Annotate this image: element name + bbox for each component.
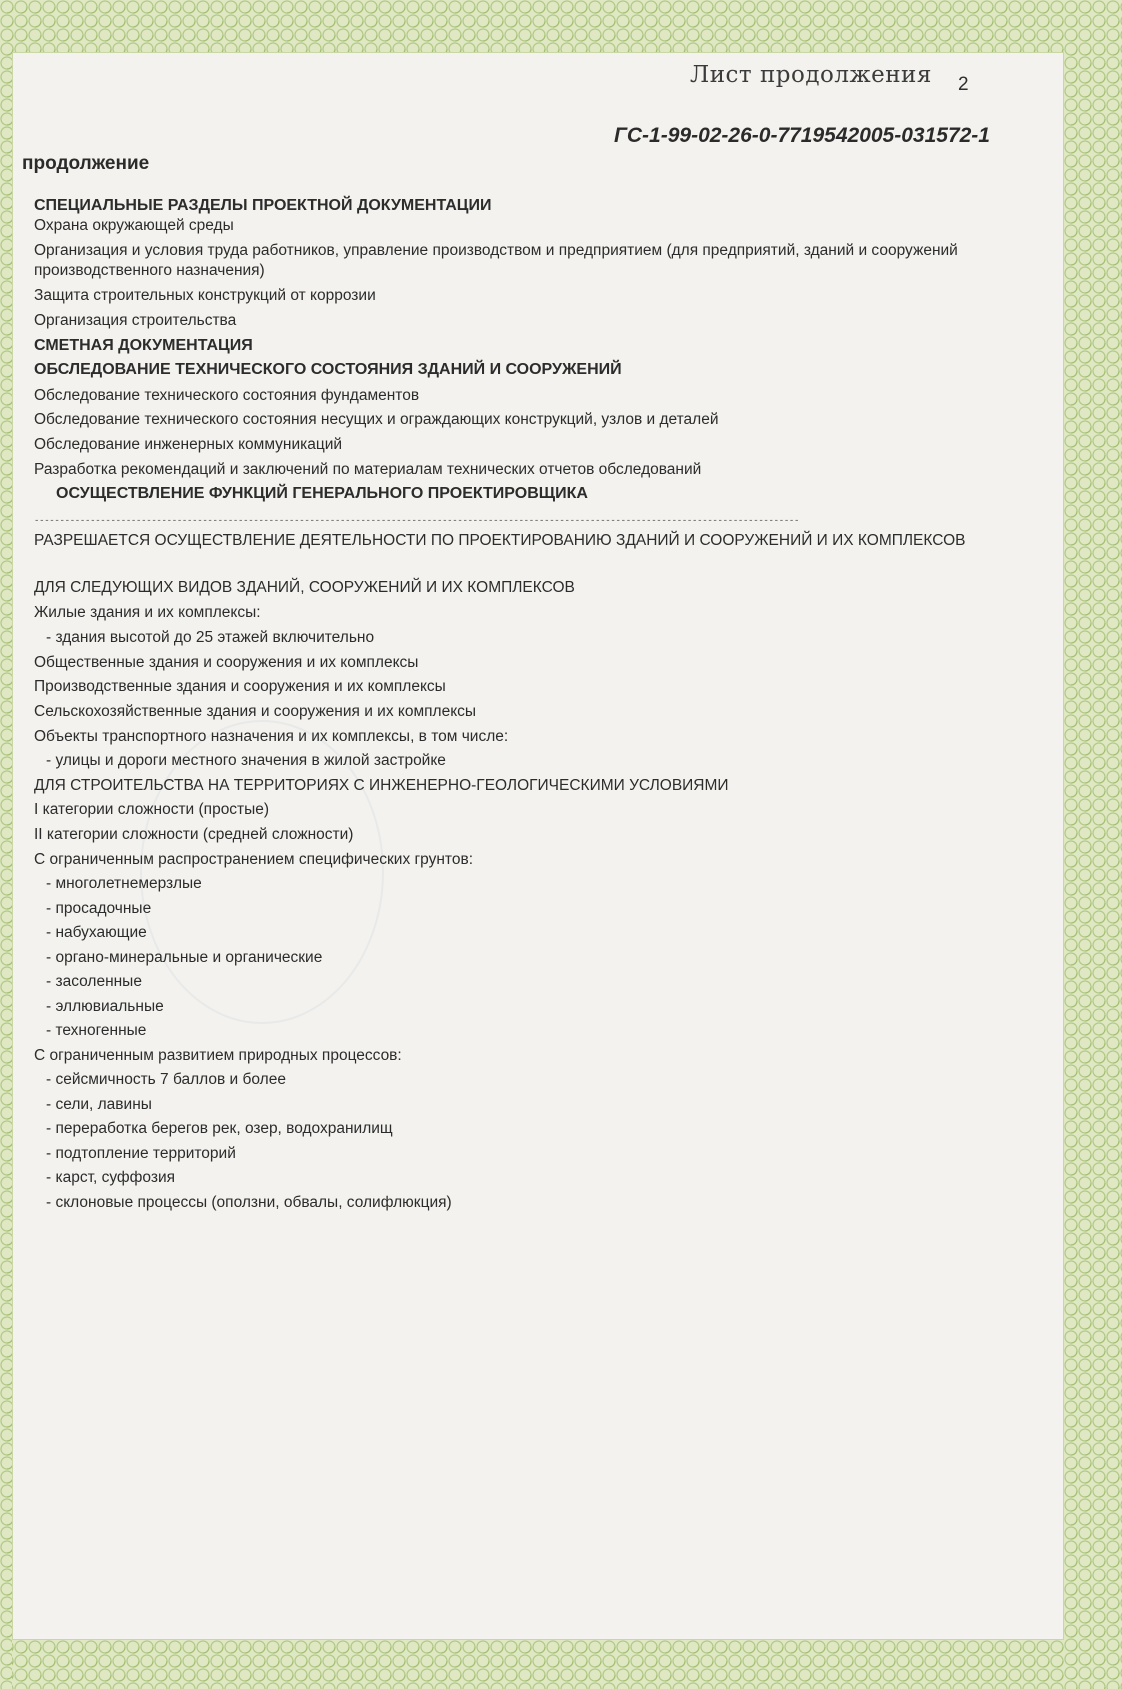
guilloche-border-top: [0, 0, 1122, 52]
guilloche-border-bottom: [0, 1640, 1122, 1689]
list-item: Обследование инженерных коммуникаций: [34, 436, 343, 453]
list-item: Жилые здания и их комплексы:: [34, 604, 261, 621]
list-item: - здания высотой до 25 этажей включительно: [46, 629, 375, 646]
section-heading: ОСУЩЕСТВЛЕНИЕ ФУНКЦИЙ ГЕНЕРАЛЬНОГО ПРОЕКТИРОВЩИКА: [56, 485, 588, 502]
certificate-number: ГС-1-99-02-26-0-7719542005-031572-1: [614, 124, 990, 147]
list-item: Разработка рекомендаций и заключений по материалам технических отчетов обследований: [34, 461, 702, 478]
list-item: Защита строительных конструкций от коррозии: [34, 287, 376, 304]
guilloche-border-left: [0, 0, 12, 1689]
list-item: Обследование технического состояния несущих и ограждающих конструкций, узлов и деталей: [34, 411, 719, 428]
list-item: ДЛЯ СТРОИТЕЛЬСТВА НА ТЕРРИТОРИЯХ С ИНЖЕНЕРНО-ГЕОЛОГИЧЕСКИМИ УСЛОВИЯМИ: [34, 777, 729, 794]
list-item: - улицы и дороги местного значения в жилой застройке: [46, 752, 446, 769]
list-item: - органо-минеральные и органические: [46, 949, 323, 966]
guilloche-border-right: [1064, 0, 1122, 1689]
list-item: - сейсмичность 7 баллов и более: [46, 1071, 286, 1088]
list-item: - карст, суффозия: [46, 1169, 176, 1186]
sheet-number: 2: [958, 74, 969, 95]
section-heading: СПЕЦИАЛЬНЫЕ РАЗДЕЛЫ ПРОЕКТНОЙ ДОКУМЕНТАЦИИ: [34, 197, 492, 214]
list-item: Общественные здания и сооружения и их комплексы: [34, 654, 419, 671]
list-item: - засоленные: [46, 973, 142, 990]
sheet-label: Лист продолжения: [690, 62, 932, 88]
list-item: РАЗРЕШАЕТСЯ ОСУЩЕСТВЛЕНИЕ ДЕЯТЕЛЬНОСТИ ПО ПРОЕКТИРОВАНИЮ ЗДАНИЙ И СООРУЖЕНИЙ И ИХ КОМПЛЕКСОВ: [34, 532, 966, 549]
list-item: Охрана окружающей среды: [34, 217, 234, 234]
list-item: Организация строительства: [34, 312, 237, 329]
section-heading: ОБСЛЕДОВАНИЕ ТЕХНИЧЕСКОГО СОСТОЯНИЯ ЗДАНИЙ И СООРУЖЕНИЙ: [34, 361, 622, 378]
list-item: - эллювиальные: [46, 998, 164, 1015]
list-item: - набухающие: [46, 924, 147, 941]
list-item: С ограниченным развитием природных процессов:: [34, 1047, 402, 1064]
list-item: - сели, лавины: [46, 1096, 152, 1113]
list-item: Организация и условия труда работников, управление производством и предприятием (для предприятий, зданий и сооружений производственного назначения): [34, 242, 958, 279]
list-item: - многолетнемерзлые: [46, 875, 202, 892]
section-heading: СМЕТНАЯ ДОКУМЕНТАЦИЯ: [34, 337, 253, 354]
list-item: - техногенные: [46, 1022, 147, 1039]
list-item: - переработка берегов рек, озер, водохранилищ: [46, 1120, 393, 1137]
dashed-divider: ------------------------------------------------------------------------------------------------------------------------------------------------------: [34, 516, 800, 526]
list-item: ДЛЯ СЛЕДУЮЩИХ ВИДОВ ЗДАНИЙ, СООРУЖЕНИЙ И ИХ КОМПЛЕКСОВ: [34, 579, 575, 596]
list-item: - склоновые процессы (оползни, обвалы, солифлюкция): [46, 1194, 452, 1211]
list-item: Производственные здания и сооружения и их комплексы: [34, 678, 446, 695]
list-item: - подтопление территорий: [46, 1145, 236, 1162]
list-item: Сельскохозяйственные здания и сооружения и их комплексы: [34, 703, 477, 720]
list-item: Обследование технического состояния фундаментов: [34, 387, 420, 404]
list-item: - просадочные: [46, 900, 152, 917]
list-item: II категории сложности (средней сложности): [34, 826, 354, 843]
list-item: I категории сложности (простые): [34, 801, 270, 818]
list-item: С ограниченным распространением специфических грунтов:: [34, 851, 473, 868]
continuation-label: продолжение: [22, 153, 150, 174]
list-item: Объекты транспортного назначения и их комплексы, в том числе:: [34, 728, 509, 745]
